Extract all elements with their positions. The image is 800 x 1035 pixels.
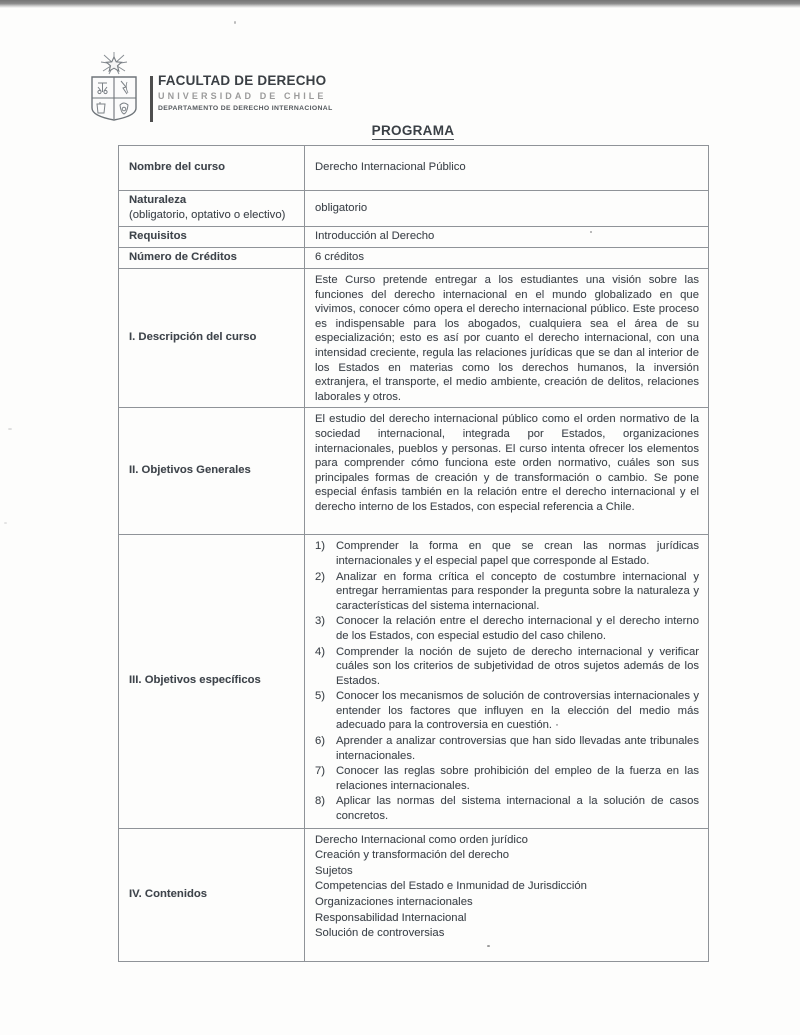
section-text: Este Curso pretende entregar a los estudiantes una visión sobre las funciones del derecho internacional en el mundo globalizado en que vivimos, conocer cómo opera el derecho internacional público. Este proceso es indispensable para los abogados, cualquiera sea el área de su especialización; esto es así por cuanto el derecho internacional, con una intensidad creciente, regula las relaciones jurídicas que se dan al interior de los Estados en materias como los derechos humanos, la inversión extranjera, el transporte, el medio ambiente, creación de delitos, relaciones laborales y otros.	[305, 269, 709, 408]
row-value: Derecho Internacional Público	[305, 146, 709, 191]
table-row-nombre	[119, 146, 709, 191]
letterhead-divider-bar	[150, 76, 153, 122]
row-label-note: (obligatorio, optativo o electivo)	[129, 209, 286, 221]
table-row-requisitos	[119, 227, 709, 248]
content-line: Derecho Internacional como orden jurídico	[315, 833, 528, 846]
row-label: Naturaleza (obligatorio, optativo o electivo)	[119, 191, 305, 227]
content-line: Sujetos	[315, 864, 353, 877]
row-label: Requisitos	[119, 227, 305, 248]
scan-speck	[4, 522, 7, 524]
scanner-edge-band	[0, 0, 800, 8]
list-item: 4) Comprender la noción de sujeto de derecho internacional y verificar cuáles son los criterios de subjetividad de otros sujetos además de los Estados.	[315, 645, 699, 687]
table-row-naturaleza	[119, 191, 709, 227]
department-name: DEPARTAMENTO DE DERECHO INTERNACIONAL	[158, 105, 333, 112]
row-label: Número de Créditos	[119, 248, 305, 269]
content-line: Responsabilidad Internacional	[315, 911, 467, 924]
list-item: 3) Conocer la relación entre el derecho internacional y el derecho interno de los Estados, con especial estudio del caso chileno.	[315, 615, 699, 642]
list-item: 5) Conocer los mecanismos de solución de controversias internacionales y entender los factores que influyen en la elección del medio más adecuado para la controversia en cuestión. ·	[315, 690, 699, 732]
row-value: obligatorio	[305, 191, 709, 227]
list-item: 8) Aplicar las normas del sistema internacional a la solución de casos concretos.	[315, 795, 699, 823]
content-line: Competencias del Estado e Inmunidad de Jurisdicción	[315, 880, 587, 893]
document-title: PROGRAMA	[371, 123, 455, 138]
faculty-name: FACULTAD DE DERECHO	[158, 73, 327, 88]
table-row-descripcion	[119, 269, 709, 408]
university-crest-logo	[84, 52, 148, 122]
list-item: 2) Analizar en forma crítica el concepto de costumbre internacional y entregar herramientas para responder la pregunta sobre la naturaleza y características del sistema internacional.	[315, 570, 699, 612]
program-table	[118, 145, 709, 962]
content-line: Organizaciones internacionales	[315, 896, 473, 908]
table-row-creditos	[119, 248, 709, 269]
section-label: I. Descripción del curso	[119, 269, 305, 408]
scan-speck	[8, 428, 12, 430]
content-line: Solución de controversias	[315, 927, 445, 940]
row-value: Introducción al Derecho	[305, 227, 709, 248]
section-label: IV. Contenidos	[119, 828, 305, 961]
list-item: 7) Conocer las reglas sobre prohibición del empleo de la fuerza en las relaciones internacionales.	[315, 765, 699, 792]
section-list	[305, 828, 709, 961]
table-row-objetivos-especificos	[119, 535, 709, 828]
scan-speck	[234, 21, 236, 24]
table-row-objetivos-generales	[119, 408, 709, 535]
row-label: Nombre del curso	[119, 146, 305, 191]
table-row-contenidos	[119, 828, 709, 961]
section-label: III. Objetivos específicos	[119, 535, 305, 828]
row-value: 6 créditos	[305, 248, 709, 269]
section-list	[305, 535, 709, 828]
list-item: 6) Aprender a analizar controversias que han sido llevadas ante tribunales internacionales.	[315, 735, 699, 762]
list-item: 1) Comprender la forma en que se crean las normas jurídicas internacionales y el especial papel que corresponde al Estado.	[315, 540, 699, 567]
section-text: El estudio del derecho internacional público como el orden normativo de la sociedad internacional, integrada por Estados, organizaciones internacionales, pueblos y personas. El curso intenta ofrecer los elementos para comprender cómo funciona este orden normativo, cuáles son sus principales formas de creación y de transformación o cambio. Se pone especial énfasis también en la relación entre el derecho internacional y el derecho interno de los Estados, con especial referencia a Chile.	[305, 408, 709, 535]
university-name: UNIVERSIDAD DE CHILE	[158, 91, 327, 101]
content-line: Creación y transformación del derecho	[315, 849, 510, 862]
section-label: II. Objetivos Generales	[119, 408, 305, 535]
